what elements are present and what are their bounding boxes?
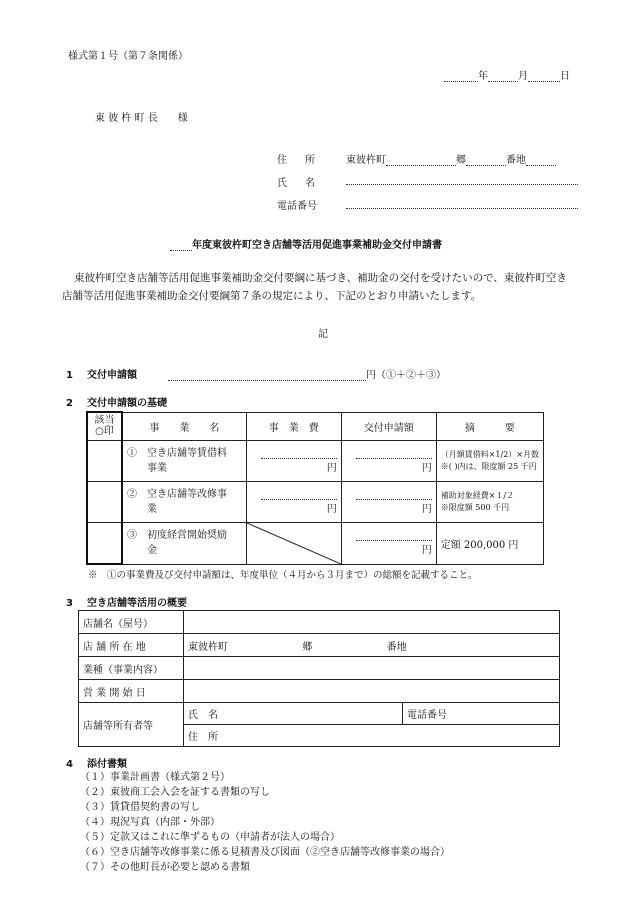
section2-label: 交付申請額の基礎 (86, 398, 167, 409)
applicant-phone-label: 電話番号 (277, 201, 317, 212)
section1-heading (66, 366, 137, 381)
location-go: 郷 (302, 641, 313, 653)
section1-amount (168, 366, 446, 381)
section2-heading (66, 394, 167, 409)
amount-cell-1[interactable] (341, 440, 436, 481)
owner-address-label: 住 所 (188, 732, 218, 743)
remarks-1: （月額賃借料×1/2）×月数 ※( )内は、限度額 25 千円 (436, 440, 543, 481)
section2-num: 2 (66, 398, 73, 409)
diagonal-line (247, 523, 341, 564)
project-name-1: ① 空き店舗等賃借料 事業 (122, 440, 246, 481)
shop-name-label: 店舗名（屋号） (79, 611, 184, 634)
address-banchi: 番地 (506, 155, 526, 166)
cost-cell-1[interactable] (246, 440, 341, 481)
applicant-phone-line (346, 198, 578, 209)
amount-unit-2: 円 (421, 503, 432, 515)
table-row (87, 481, 544, 522)
business-field[interactable] (184, 657, 560, 680)
check-cell-2[interactable] (87, 481, 122, 522)
date-year: 年 (478, 71, 488, 82)
list-item: （４）現況写真（内部・外部） (80, 817, 220, 828)
section3-label: 空き店舗等活用の概要 (86, 598, 187, 609)
section2-table (86, 411, 544, 565)
cost-cell-2[interactable] (246, 481, 341, 522)
location-banchi: 番地 (386, 641, 407, 653)
ki-label: 記 (318, 329, 328, 340)
address-go: 郷 (456, 155, 466, 166)
location-label: 店 舗 所 在 地 (79, 634, 184, 657)
owner-name-label: 氏 名 (188, 710, 218, 721)
owner-phone-field[interactable] (403, 703, 560, 725)
attachments-list (80, 770, 450, 875)
remarks-2: 補助対象経費×１/２ ※限度額 500 千円 (436, 481, 543, 522)
remarks-3: 定額 200,000 円 (436, 522, 543, 564)
shop-name-field[interactable] (184, 611, 560, 634)
section3-num: 3 (66, 598, 73, 609)
cost-unit-1: 円 (326, 462, 337, 474)
check-cell-3[interactable] (87, 522, 122, 564)
section1-label: 交付申請額 (86, 370, 137, 381)
start-date-field[interactable] (184, 680, 560, 703)
th-project: 事 業 名 (122, 412, 246, 440)
owner-name-field[interactable] (184, 703, 403, 725)
section3-heading (66, 594, 187, 609)
section4-label: 添付書類 (86, 759, 127, 770)
list-item: （５）定款又はこれに準ずるもの（申請者が法人の場合） (80, 832, 340, 843)
section2-note: ※ ①の事業費及び交付申請額は、年度単位（４月から３月まで）の総額を記載すること。 (88, 570, 478, 581)
owner-address-field[interactable] (184, 725, 560, 747)
section4-heading (66, 755, 127, 770)
table-row (87, 440, 544, 481)
list-item: （３）賃貸借契約書の写し (80, 802, 200, 813)
body-text: 東彼杵町空き店舗等活用促進事業補助金交付要綱に基づき、補助金の交付を受けたいので、東彼杵町空き店舗等活用促進事業補助金交付要綱第７条の規定により、下記のとおり申請いたします。 (62, 272, 567, 302)
location-field[interactable] (184, 634, 560, 657)
cost-unit-2: 円 (326, 503, 337, 515)
section4-num: 4 (66, 759, 73, 770)
date-line (444, 67, 570, 82)
start-date-label: 営 業 開 始 日 (79, 680, 184, 703)
location-town: 東彼杵町 (188, 641, 228, 653)
th-amount: 交付申請額 (341, 412, 436, 440)
project-name-3: ③ 初度経営開始奨励 金 (122, 522, 246, 564)
date-month: 月 (518, 71, 528, 82)
business-label: 業種（事業内容） (79, 657, 184, 680)
amount-unit-3: 円 (421, 545, 432, 556)
section1-formula: （①＋②＋③） (376, 370, 446, 381)
table-row (87, 522, 544, 564)
list-item: （２）東彼商工会入会を証する書類の写し (80, 787, 270, 798)
section1-num: 1 (66, 370, 73, 381)
date-day: 日 (560, 71, 570, 82)
form-id: 様式第１号（第７条関係） (68, 51, 188, 62)
list-item: （１）事業計画書（様式第２号） (80, 772, 230, 783)
th-cost: 事 業 費 (246, 412, 341, 440)
project-name-2: ② 空き店舗等改修事 業 (122, 481, 246, 522)
title-text: 年度東彼杵町空き店舗等活用促進事業補助金交付申請書 (192, 240, 442, 251)
applicant-address (346, 151, 556, 166)
applicant-name-label: 氏 名 (277, 178, 319, 189)
th-remarks: 摘 要 (436, 412, 543, 440)
amount-cell-3[interactable] (341, 522, 436, 564)
document-title (170, 236, 442, 251)
list-item: （６）空き店舗等改修事業に係る見積書及び図面（②空き店舗等改修事業の場合） (80, 847, 450, 858)
owner-phone-label: 電話番号 (407, 710, 447, 721)
section3-table (78, 610, 560, 747)
check-cell-1[interactable] (87, 440, 122, 481)
amount-unit-1: 円 (421, 462, 432, 474)
address-prefix: 東彼杵町 (346, 155, 386, 166)
applicant-address-label: 住 所 (277, 155, 319, 166)
owner-label: 店舗等所有者等 (79, 703, 184, 747)
amount-cell-2[interactable] (341, 481, 436, 522)
th-check: 該当 ○印 (87, 412, 122, 440)
cost-cell-3-diagonal (246, 522, 341, 564)
addressee: 東 彼 杵 町 長 様 (95, 113, 188, 124)
applicant-name-line (346, 174, 578, 185)
section1-unit: 円 (366, 370, 376, 381)
list-item: （７）その他町長が必要と認める書類 (80, 862, 250, 873)
